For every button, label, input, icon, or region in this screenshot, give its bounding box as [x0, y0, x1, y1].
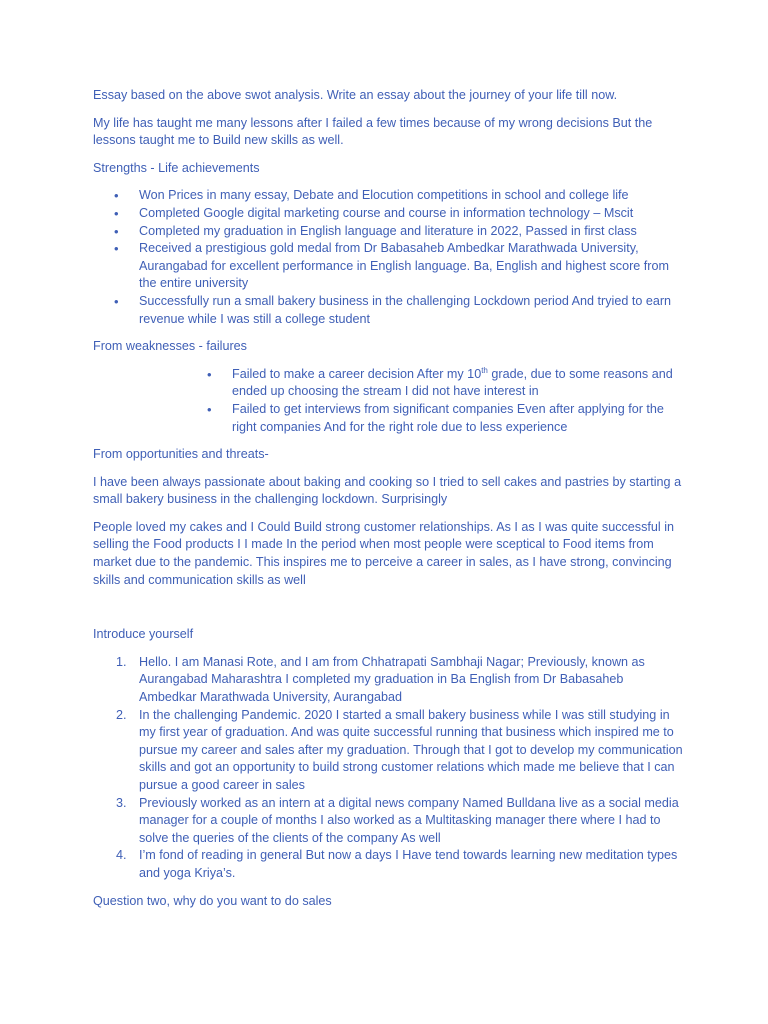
list-item: • Received a prestigious gold medal from Dr Babasaheb Ambedkar Marathwada University, Aurangabad for excellent performance in English language. Ba, English and highest score from the entire university — [93, 240, 683, 293]
list-item: • Completed Google digital marketing course and course in information technology – Mscit — [93, 205, 683, 223]
ordinal-superscript: th — [481, 365, 488, 375]
list-item — [93, 795, 683, 848]
introduce-heading: Introduce yourself — [93, 627, 194, 642]
list-text: Hello. I am Manasi Rote, and I am from Chhatrapati Sambhaji Nagar; Previously, known as Aurangabad Maharashtra I completed my graduation in Ba English from Dr Babasaheb Ambedkar Marathwada University, Aurangabad — [139, 654, 645, 705]
spacer — [93, 599, 683, 626]
list-text: In the challenging Pandemic. 2020 I started a small bakery business while I was still studying in my first year of graduation. And was quite successful running that business which inspired me to pursue my career and sales after my graduation. Through that I got to develop my communication skills and got an opportunity to build strong customer relations which made me believe that I can pursue a good career in sales — [139, 707, 683, 792]
list-item: • Completed my graduation in English language and literature in 2022, Passed in first class — [93, 223, 683, 241]
essay-heading: Essay based on the above swot analysis. Write an essay about the journey of your life till now. — [93, 88, 618, 102]
introduce-list — [93, 654, 683, 883]
list-item — [93, 654, 683, 707]
list-number: 2. — [116, 707, 127, 722]
opportunities-paragraph-2: People loved my cakes and I Could Build strong customer relationships. As I as I was quite successful in selling the Food products I I made In the period when most people were sceptical to Food items from market due to the pandemic. This inspires me to perceive a career in sales, as I have strong, convincing skills and communication skills as well — [93, 519, 675, 587]
document-page — [93, 87, 683, 920]
list-number: 4. — [116, 848, 127, 863]
weakness-text: Failed to make a career decision After my 10 — [232, 366, 482, 381]
list-text: I’m fond of reading in general But now a days I Have tend towards learning new meditation types and yoga Kriya’s. — [139, 848, 678, 880]
list-item: • Won Prices in many essay, Debate and Elocution competitions in school and college life — [93, 187, 683, 205]
list-item: • Failed to get interviews from significant companies Even after applying for the right companies And for the right role due to less experience — [93, 401, 683, 436]
strengths-list — [93, 187, 683, 328]
list-item: • Successfully run a small bakery business in the challenging Lockdown period And tryied to earn revenue while I was still a college student — [93, 293, 683, 328]
list-number: 3. — [116, 795, 127, 810]
opportunities-heading: From opportunities and threats- — [93, 447, 269, 462]
weaknesses-list — [93, 366, 683, 436]
list-number: 1. — [116, 654, 127, 669]
question-two: Question two, why do you want to do sales — [93, 893, 332, 908]
weakness-text: grade, due to some reasons and ended up choosing the stream I did not have interest in — [232, 366, 673, 399]
strengths-heading: Strengths - Life achievements — [93, 160, 260, 175]
opportunities-paragraph-1: I have been always passionate about baking and cooking so I tried to sell cakes and pastries by starting a small bakery business in the challenging lockdown. Surprisingly — [93, 474, 682, 507]
opening-paragraph: My life has taught me many lessons after I failed a few times because of my wrong decisions But the lessons taught me to Build new skills as well. — [93, 115, 653, 148]
list-item — [93, 707, 683, 795]
list-text: Previously worked as an intern at a digital news company Named Bulldana live as a social media manager for a couple of months I also worked as a Multitasking manager there where I had to solve the queries of the clients of the company As well — [139, 795, 679, 845]
list-item — [93, 847, 683, 882]
weaknesses-heading: From weaknesses - failures — [93, 339, 247, 354]
list-item — [93, 366, 683, 401]
